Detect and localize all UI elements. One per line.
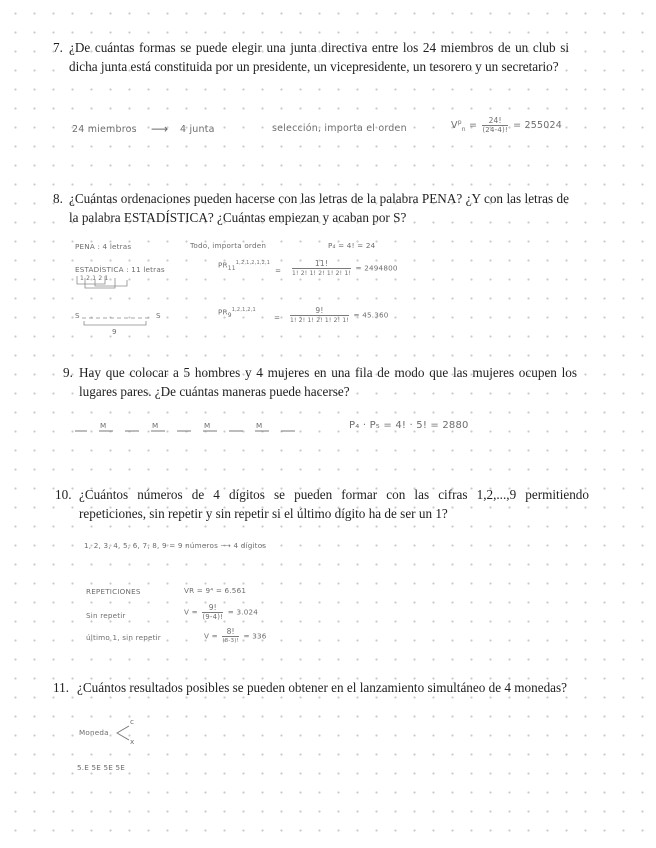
q8-formula-2-frac bbox=[288, 306, 389, 325]
q8-note-estadistica-counts: 1 2 1 2 1 bbox=[80, 275, 109, 282]
q7-formula-eq: = bbox=[468, 120, 478, 131]
q10-formula-sin-result: = 3.024 bbox=[227, 607, 259, 617]
q8-s-dashes bbox=[82, 315, 154, 331]
q7-formula-result: = 255024 bbox=[513, 120, 563, 131]
q8-formula-2-sup: 1,2,1,2,1 bbox=[231, 307, 256, 313]
q10-formula-sin-denominator: (9-4)! bbox=[202, 613, 224, 621]
q7-formula-sub: n bbox=[461, 125, 466, 133]
question-10-number: 10. bbox=[55, 487, 72, 502]
q8-formula-2-sub: 9 bbox=[227, 311, 232, 319]
q7-note-arrow: ⟶ bbox=[151, 122, 169, 136]
q8-formula-1-denominator: 1! 2! 1! 2! 1! 2! 1! bbox=[292, 270, 352, 277]
q10-formula-ult-numerator: 8! bbox=[222, 627, 239, 637]
q8-formula-1-numerator: 11! bbox=[292, 259, 351, 269]
question-11-number: 11. bbox=[53, 680, 69, 695]
q10-formula-rep: VR = 9⁴ = 6.561 bbox=[184, 586, 247, 595]
q10-formula-sin: V = $\frac{9!}{(9-4)!}$ = 3.024 bbox=[184, 603, 259, 621]
q8-note-s-start: S bbox=[75, 311, 80, 320]
question-10 bbox=[55, 486, 589, 523]
q10-formula-ult-result: = 336 bbox=[243, 631, 267, 641]
q8-formula-2-lhs: PR bbox=[218, 307, 228, 317]
q7-formula-numerator: 24! bbox=[482, 116, 508, 126]
q7-formula-denominator: (24-4)! bbox=[482, 126, 508, 134]
q8-formula-2-denominator: 1! 2! 1! 2! 1! 2! 1! bbox=[290, 317, 350, 324]
question-8 bbox=[53, 190, 569, 227]
q11-branch-c: c bbox=[130, 717, 135, 726]
q7-formula-fraction bbox=[482, 116, 508, 135]
q8-formula-1-lhs: PR bbox=[218, 260, 228, 270]
question-9-number: 9. bbox=[63, 365, 73, 380]
q8-formula-2-eq: = bbox=[274, 313, 281, 322]
q7-note-members: 24 miembros bbox=[72, 124, 137, 135]
q10-label-rep: REPETICIONES bbox=[86, 587, 141, 596]
q10-formula-ult-denominator: (8-3)! bbox=[222, 638, 240, 644]
q8-formula-1-sup: 1,2,1,2,1,2,1 bbox=[235, 260, 271, 266]
q10-label-ult: último 1, sin repetir bbox=[86, 633, 161, 642]
question-11-text: ¿Cuántos resultados posibles se pueden obtener en el lanzamiento simultáneo de 4 monedas? bbox=[77, 680, 567, 695]
q8-estadistica-brackets bbox=[75, 274, 135, 290]
q8-formula-1-sub: 11 bbox=[227, 264, 236, 272]
q11-note-combos: 5.E 5E 5E 5E bbox=[77, 763, 125, 772]
q10-formula-sin-lhs: V bbox=[184, 607, 190, 617]
q10-formula-ult-fraction bbox=[222, 627, 239, 646]
q9-slots bbox=[75, 427, 305, 435]
q11-branch-x: x bbox=[130, 737, 135, 746]
q8-formula-2-fraction bbox=[290, 306, 349, 325]
q10-formula-sin-fraction bbox=[202, 603, 223, 622]
q11-branch bbox=[115, 724, 131, 742]
q8-formula-1-eq: = bbox=[275, 266, 282, 275]
q11-note-moneda: Moneda bbox=[79, 728, 109, 737]
q8-formula-1-result: = 2494800 bbox=[355, 263, 398, 273]
q10-formula-sin-numerator: 9! bbox=[202, 603, 223, 613]
q8-note-estadistica: ESTADÍSTICA : 11 letras bbox=[75, 265, 165, 274]
question-7-text: ¿De cuántas formas se puede elegir una junta directiva entre los 24 miembros de un club si dicha junta está constituida por un presidente, un vicepresidente, un tesorero y un secretario? bbox=[69, 40, 569, 74]
q7-formula-lhs: V bbox=[451, 120, 458, 131]
q8-formula-2-numerator: 9! bbox=[290, 306, 349, 316]
question-9 bbox=[63, 364, 577, 401]
q8-formula-1-frac bbox=[290, 259, 398, 278]
question-7-number: 7. bbox=[53, 40, 63, 55]
q10-label-sin: Sin repetir bbox=[86, 611, 126, 620]
q7-note-order: selección, importa el orden bbox=[272, 123, 407, 134]
q10-formula-ult: V = $\frac{8!}{(8-3)!}$ = 336 bbox=[204, 627, 267, 644]
q8-formula-1-fraction bbox=[292, 259, 351, 278]
q10-note-digits: 1, 2, 3, 4, 5, 6, 7, 8, 9 = 9 números ⟶ 4 dígitos bbox=[84, 541, 267, 550]
q7-note-junta: 4 junta bbox=[180, 124, 215, 135]
q9-slot-m-3: M bbox=[204, 421, 211, 430]
q8-formula-1 bbox=[218, 260, 270, 272]
q8-note-nine: 9 bbox=[112, 327, 117, 336]
q9-slot-m-4: M bbox=[256, 421, 263, 430]
q7-formula-sup: p bbox=[457, 118, 462, 126]
q8-note-s-end: S bbox=[156, 311, 161, 320]
question-10-text: ¿Cuántos números de 4 dígitos se pueden formar con las cifras 1,2,...,9 permitiendo repeticiones, sin repetir y sin repetir si el último dígito ha de ser un 1? bbox=[79, 487, 589, 521]
question-8-number: 8. bbox=[53, 191, 63, 206]
q8-formula-2 bbox=[218, 307, 256, 319]
q9-formula: P₄ · P₅ = 4! · 5! = 2880 bbox=[349, 420, 469, 431]
question-9-text: Hay que colocar a 5 hombres y 4 mujeres en una fila de modo que las mujeres ocupen los lugares pares. ¿De cuántas maneras puede hacerse? bbox=[79, 365, 577, 399]
q7-formula bbox=[451, 116, 562, 135]
q9-slot-m-1: M bbox=[100, 421, 107, 430]
q8-note-pena: PENA : 4 letras bbox=[75, 242, 132, 251]
q9-slot-m-2: M bbox=[152, 421, 159, 430]
question-11 bbox=[53, 679, 589, 698]
q10-formula-ult-lhs: V bbox=[204, 631, 210, 641]
q8-note-pena-formula: P₄ = 4! = 24 bbox=[328, 241, 376, 250]
question-8-text: ¿Cuántas ordenaciones pueden hacerse con las letras de la palabra PENA? ¿Y con las letras de la palabra ESTADÍSTICA? ¿Cuántas empiezan y acaban por S? bbox=[69, 191, 569, 225]
q8-note-pena-order: Todo, importa orden bbox=[190, 241, 267, 250]
question-7 bbox=[53, 39, 569, 76]
q8-formula-2-result: = 45.360 bbox=[353, 310, 389, 320]
